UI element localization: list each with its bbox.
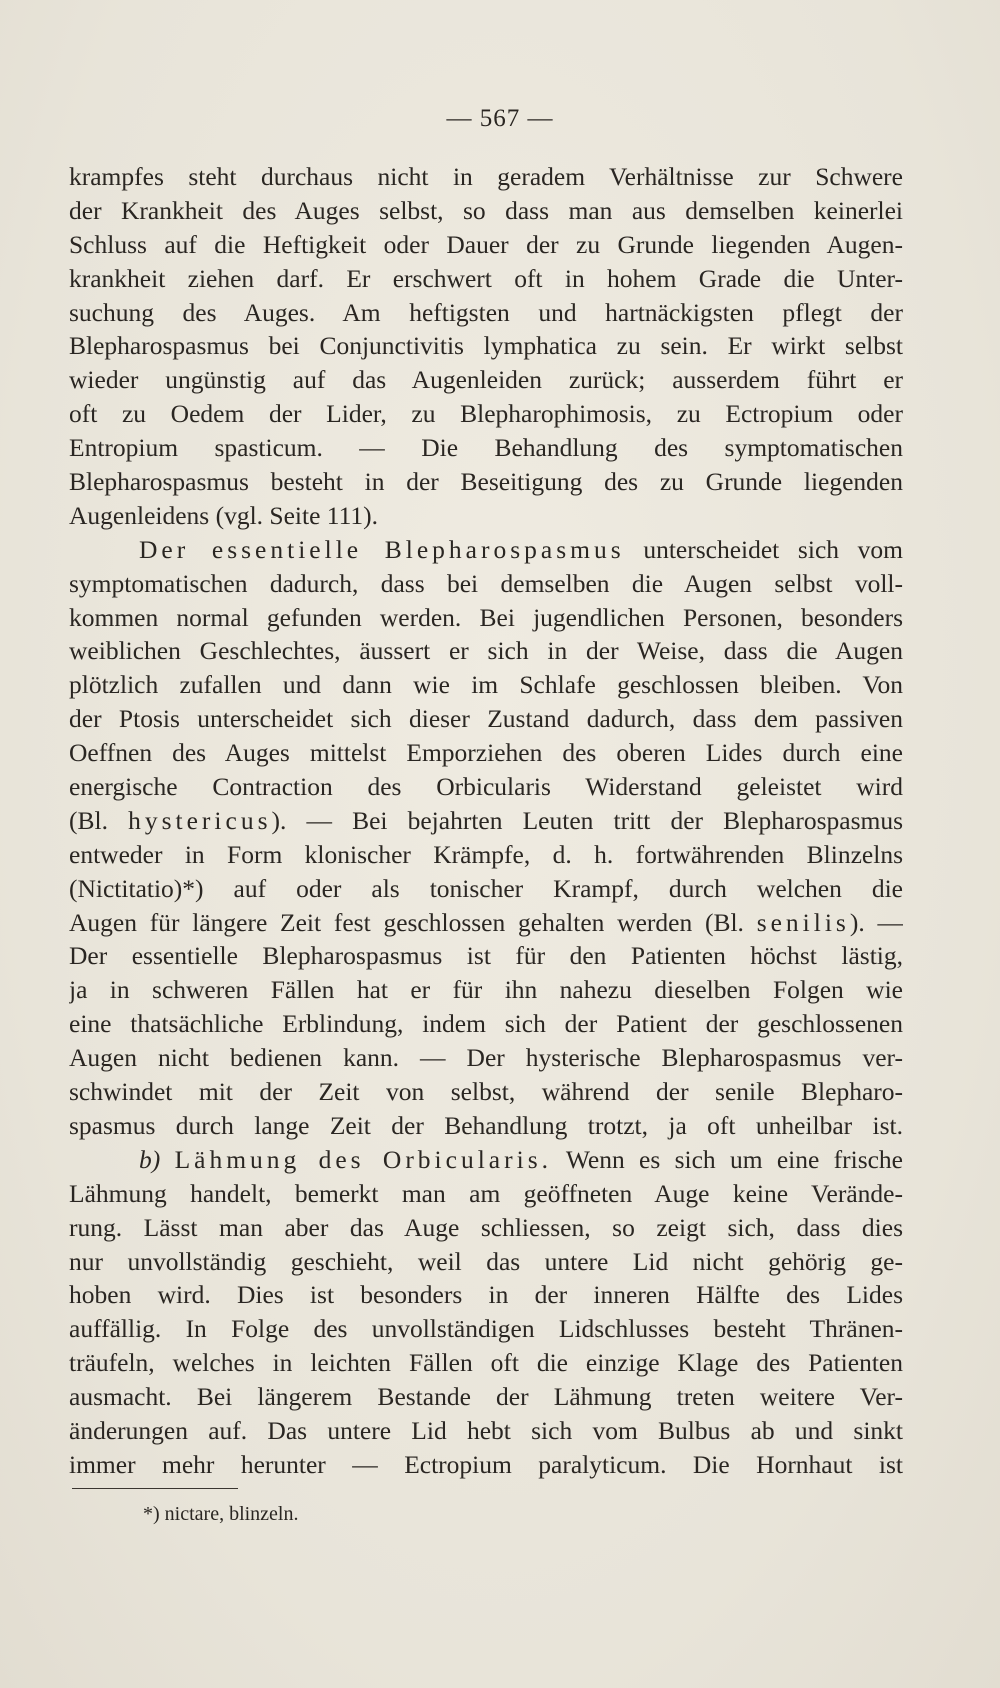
text-fragment: ). — xyxy=(849,907,903,937)
text-line: symptomatischen dadurch, dass bei demselben die Augen selbst voll- xyxy=(69,568,903,598)
text-line: Augen nicht bedienen kann. — Der hysterische Blepharospasmus ver- xyxy=(69,1043,903,1073)
emphasis-senilis: senilis xyxy=(756,907,850,937)
text-line: suchung des Auges. Am heftigsten und hartnäckigsten pflegt der xyxy=(69,297,903,327)
text-line: Oeffnen des Auges mittelst Emporziehen des oberen Lides durch eine xyxy=(69,738,903,768)
text-fragment: ). — Bei bejahrten Leuten tritt der Blepharospasmus xyxy=(271,805,903,835)
text-line: schwindet mit der Zeit von selbst, während der senile Blepharo- xyxy=(69,1077,903,1107)
text-line: spasmus durch lange Zeit der Behandlung trotzt, ja oft unheilbar ist. xyxy=(69,1110,903,1140)
text-line: Blepharospasmus besteht in der Beseitigung des zu Grunde liegenden xyxy=(69,467,903,497)
text-line: Schluss auf die Heftigkeit oder Dauer der zu Grunde liegenden Augen- xyxy=(69,229,903,259)
body-text xyxy=(69,160,903,1482)
text-line: (Nictitatio)*) auf oder als tonischer Krampf, durch welchen die xyxy=(69,873,903,903)
text-line: der Ptosis unterscheidet sich dieser Zustand dadurch, dass dem passiven xyxy=(69,704,903,734)
text-fragment: unterscheidet sich vom xyxy=(643,534,903,564)
text-line: energische Contraction des Orbicularis Widerstand geleistet wird xyxy=(69,772,903,802)
text-line xyxy=(69,906,903,940)
text-line: entweder in Form klonischer Krämpfe, d. h. fortwährenden Blinzelns xyxy=(69,839,903,869)
text-line: hoben wird. Dies ist besonders in der inneren Hälfte des Lides xyxy=(69,1280,903,1310)
text-line: der Krankheit des Auges selbst, so dass man aus demselben keinerlei xyxy=(69,195,903,225)
text-line: träufeln, welches in leichten Fällen oft die einzige Klage des Patienten xyxy=(69,1348,903,1378)
text-line: Blepharospasmus bei Conjunctivitis lymphatica zu sein. Er wirkt selbst xyxy=(69,331,903,361)
text-line: Lähmung handelt, bemerkt man am geöffneten Auge keine Verände- xyxy=(69,1178,903,1208)
text-fragment: Wenn es sich um eine frische xyxy=(565,1144,903,1174)
text-line: Der essentielle Blepharospasmus ist für den Patienten höchst lästig, xyxy=(69,941,903,971)
text-line: plötzlich zufallen und dann wie im Schlafe geschlossen bleiben. Von xyxy=(69,670,903,700)
text-line: eine thatsächliche Erblindung, indem sich der Patient der geschlossenen xyxy=(69,1009,903,1039)
text-line: nur unvollständig geschieht, weil das untere Lid nicht gehörig ge- xyxy=(69,1246,903,1276)
text-line: änderungen auf. Das untere Lid hebt sich vom Bulbus ab und sinkt xyxy=(69,1415,903,1445)
text-fragment: b) xyxy=(139,1144,161,1174)
text-line xyxy=(69,533,903,567)
text-line: auffällig. In Folge des unvollständigen Lidschlusses besteht Thränen- xyxy=(69,1314,903,1344)
text-line: wieder ungünstig auf das Augenleiden zurück; ausserdem führt er xyxy=(69,365,903,395)
emphasis-orbicularis: Lähmung des Orbicularis. xyxy=(174,1144,552,1174)
text-line: ausmacht. Bei längerem Bestande der Lähmung treten weitere Ver- xyxy=(69,1382,903,1412)
text-line xyxy=(69,1143,903,1177)
text-line: Augenleidens (vgl. Seite 111). xyxy=(69,500,379,530)
text-line: krampfes steht durchaus nicht in geradem Verhältnisse zur Schwere xyxy=(69,162,903,191)
page-number: — 567 — xyxy=(446,105,554,132)
text-line: kommen normal gefunden werden. Bei jugendlichen Personen, besonders xyxy=(69,602,903,632)
footnote: *) nictare, blinzeln. xyxy=(143,1503,299,1525)
text-line: Entropium spasticum. — Die Behandlung des symptomatischen xyxy=(69,433,903,463)
text-line: krankheit ziehen darf. Er erschwert oft in hohem Grade die Unter- xyxy=(69,263,903,293)
text-line xyxy=(69,804,903,838)
footnote-divider xyxy=(72,1488,238,1489)
text-fragment: Augen für längere Zeit fest geschlossen gehalten werden (Bl. xyxy=(69,907,744,937)
text-line: weiblichen Geschlechtes, äussert er sich in der Weise, dass die Augen xyxy=(69,636,903,666)
text-line: oft zu Oedem der Lider, zu Blepharophimosis, zu Ectropium oder xyxy=(69,399,903,429)
emphasis-hystericus: hystericus xyxy=(128,805,272,835)
text-line: immer mehr herunter — Ectropium paralyticum. Die Hornhaut ist xyxy=(69,1449,903,1479)
text-fragment: (Bl. xyxy=(69,805,108,835)
emphasis-essentielle: Der essentielle Blepharospasmus xyxy=(139,534,625,564)
text-line: ja in schweren Fällen hat er für ihn nahezu dieselben Folgen wie xyxy=(69,975,903,1005)
text-line: rung. Lässt man aber das Auge schliessen, so zeigt sich, dass dies xyxy=(69,1212,903,1242)
